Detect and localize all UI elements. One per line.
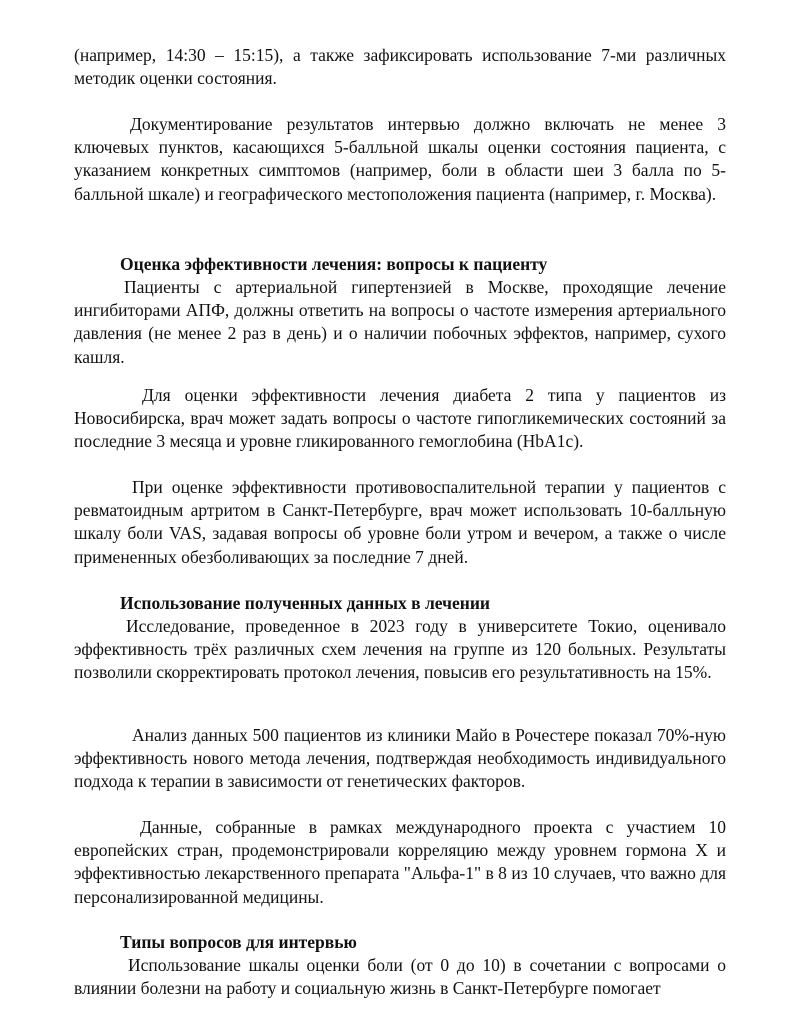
section-heading-evaluation: Оценка эффективности лечения: вопросы к пациенту xyxy=(120,254,548,274)
paragraph-diabetes: Для оценки эффективности лечения диабета 2 типа у пациентов из Новосибирска, врач может задать вопросы о частоте гипогликемических состояний за последние 3 месяца и уровне гликированного гемоглобина (HbA1c). xyxy=(74,385,726,452)
paragraph-arthritis: При оценке эффективности противовоспалительной терапии у пациентов с ревматоидным артритом в Санкт-Петербурге, врач может использовать 10-балльную шкалу боли VAS, задавая вопросы об уровне боли утром и вечером, а также о числе примененных обезболивающих за последние 7 дней. xyxy=(74,477,726,567)
paragraph-hypertension: Пациенты с артериальной гипертензией в Москве, проходящие лечение ингибиторами АПФ, должны ответить на вопросы о частоте измерения артериального давления (не менее 2 раз в день) и о наличии побочных эффектов, например, сухого кашля. xyxy=(74,277,726,367)
paragraph-documentation: Документирование результатов интервью должно включать не менее 3 ключевых пунктов, касающихся 5-балльной шкалы оценки состояния пациента, с указанием конкретных симптомов (например, боли в области шеи 3 балла по 5-балльной шкале) и географического местоположения пациента (например, г. Москва). xyxy=(74,114,726,204)
paragraph-tokyo-study: Исследование, проведенное в 2023 году в университете Токио, оценивало эффективность трёх различных схем лечения на группе из 120 больных. Результаты позволили скорректировать протокол лечения, повысив его результативность на 15%. xyxy=(74,616,726,683)
paragraph-mayo-clinic: Анализ данных 500 пациентов из клиники Майо в Рочестере показал 70%-ную эффективность нового метода лечения, подтверждая необходимость индивидуального подхода к терапии в зависимости от генетических факторов. xyxy=(74,725,726,792)
section-heading-interview-types: Типы вопросов для интервью xyxy=(120,932,357,952)
paragraph-pain-scale: Использование шкалы оценки боли (от 0 до 10) в сочетании с вопросами о влиянии болезни на работу и социальную жизнь в Санкт-Петербурге помогает xyxy=(74,955,726,999)
paragraph-continuation: (например, 14:30 – 15:15), а также зафиксировать использование 7-ми различных методик оценки состояния. xyxy=(74,45,726,89)
section-heading-data-usage: Использование полученных данных в лечении xyxy=(120,593,490,613)
paragraph-european-project: Данные, собранные в рамках международного проекта с участием 10 европейских стран, продемонстрировали корреляцию между уровнем гормона X и эффективностью лекарственного препарата "Альфа-1" в 8 из 10 случаев, что важно для персонализированной медицины. xyxy=(74,817,726,907)
